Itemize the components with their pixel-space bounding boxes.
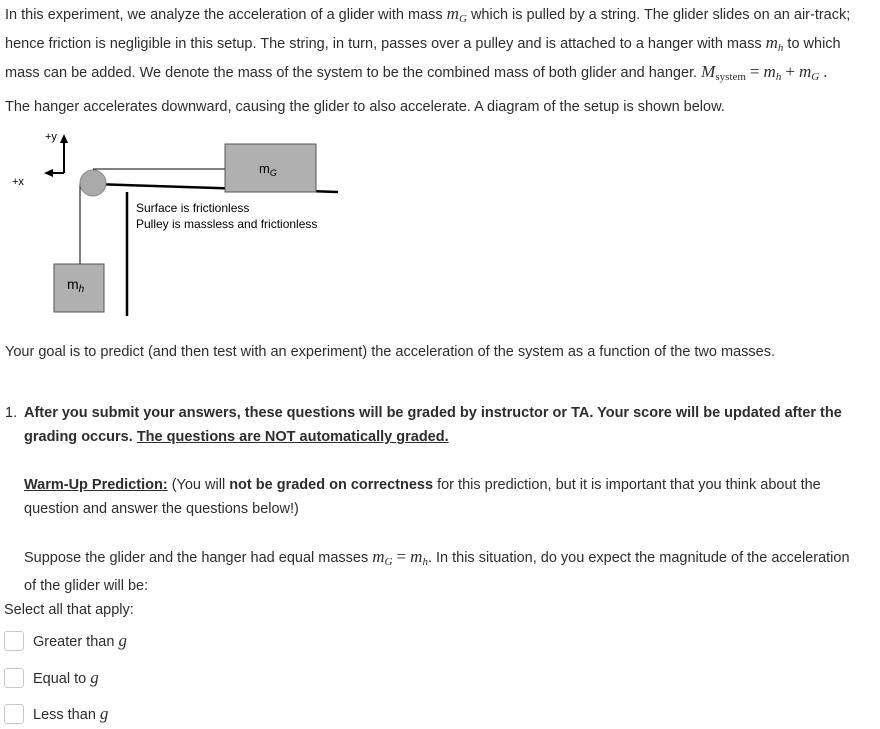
intro-text-2: which is pulled by a string. The glider slides on an air-track; hence friction is negligible in this setup. The string, in turn, passes over a pulley and is attached to a hanger with mass xyxy=(5,7,851,52)
setup-diagram-svg xyxy=(0,126,345,321)
glider-label: $m_G$ xyxy=(259,161,277,178)
select-all-label: Select all that apply: xyxy=(4,602,134,618)
warmup-title: Warm-Up Prediction: xyxy=(24,477,168,493)
intro-text-3: to which mass can be added. We denote the mass of the system to be the combined mass of both glider and hanger. xyxy=(5,36,841,81)
axis-x-label: +x xyxy=(12,176,24,188)
note-pulley: Pulley is massless and frictionless xyxy=(136,217,318,231)
option-less-than-g[interactable] xyxy=(4,702,108,726)
checkbox[interactable] xyxy=(4,631,24,651)
note-frictionless: Surface is frictionless xyxy=(136,201,250,215)
suppose-question: Suppose the glider and the hanger had equal masses $m_G = m_h$. In this situation, do you expect the magnitude of the acceleration of the glider will be: xyxy=(24,547,850,594)
checkbox[interactable] xyxy=(4,704,24,724)
setup-diagram xyxy=(0,126,345,321)
math-mg-eq-mh: $m_G = m_h$ xyxy=(372,547,428,568)
warmup-not-graded: not be graded on correctness xyxy=(229,477,434,493)
option-label: Less than g xyxy=(33,703,109,723)
intro-text-1: In this experiment, we analyze the acceleration of a glider with mass xyxy=(5,7,443,23)
question-grading-note: After you submit your answers, these questions will be graded by instructor or TA. Your score will be updated after the grading occurs. xyxy=(24,405,842,445)
option-greater-than-g[interactable] xyxy=(4,629,127,653)
math-msystem-eq: $M_{system} = m_h + m_G$ . xyxy=(701,62,828,83)
goal-text: Your goal is to predict (and then test with an experiment) the acceleration of the system as a function of the two masses. xyxy=(5,344,775,360)
pulley-icon xyxy=(80,170,106,196)
option-equal-to-g[interactable] xyxy=(4,666,99,690)
math-mh: mh xyxy=(765,33,784,54)
intro-paragraph-2: The hanger accelerates downward, causing the glider to also accelerate. A diagram of the setup is shown below. xyxy=(5,99,725,115)
intro-paragraph xyxy=(5,2,877,89)
math-mg: mG xyxy=(446,4,467,25)
axis-y-label: +y xyxy=(45,131,57,143)
hanger-label: $m_h$ xyxy=(67,276,85,295)
option-label: Greater than g xyxy=(33,630,127,650)
checkbox[interactable] xyxy=(4,668,24,688)
warmup-prediction: Warm-Up Prediction: (You will not be graded on correctness for this prediction, but it is important that you think about the question and answer the questions below!) xyxy=(24,477,821,517)
option-label: Equal to g xyxy=(33,667,99,687)
question-1 xyxy=(5,401,875,449)
question-not-auto-graded: The questions are NOT automatically graded. xyxy=(136,429,449,445)
question-number: 1. xyxy=(5,405,18,421)
